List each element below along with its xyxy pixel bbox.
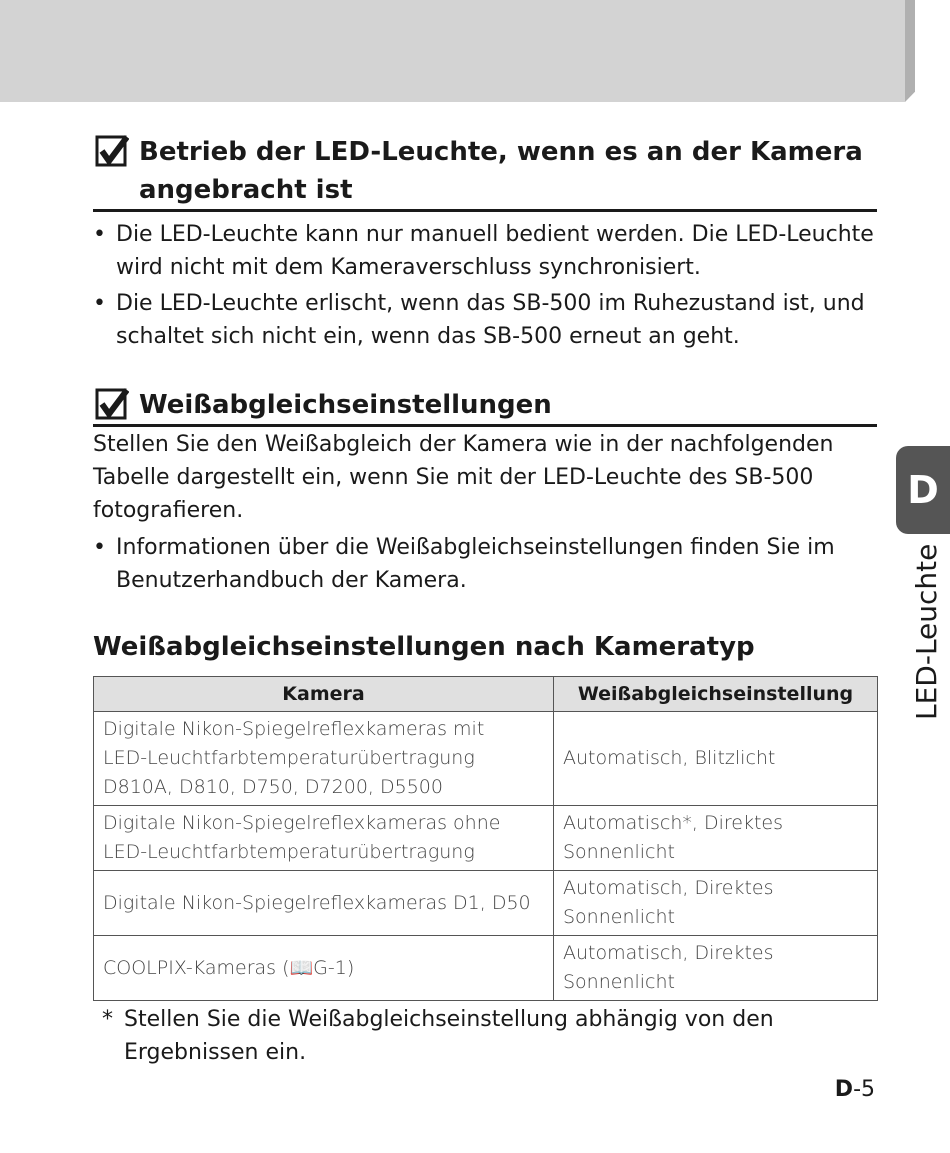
page-number-suffix: -5 [853,1077,875,1102]
cell-line: Digitale Nikon-Spiegelreflexkameras mit [103,718,485,740]
footnote-text: Stellen Sie die Weißabgleichseinstellung abhängig von den Ergebnissen ein. [124,1007,774,1065]
checkmark-box-icon [95,135,129,169]
cell-line: Automatisch, Direktes [563,877,774,899]
column-header-setting: Weißabgleichseinstellung [554,677,878,712]
intro-paragraph: Stellen Sie den Weißabgleich der Kamera wie in der nachfolgenden Tabelle dargestellt ein, wenn Sie mit der LED-Leuchte des SB-500 fotografieren. [93,432,834,523]
section-heading-white-balance [93,386,877,427]
page-number [835,1077,875,1102]
cell-line: LED-Leuchtfarbtemperaturübertragung [103,841,475,863]
heading-line-1: Betrieb der LED-Leuchte, wenn es an der Kamera [139,137,863,167]
cell-line: Sonnenlicht [563,841,675,863]
heading-line-2: angebracht ist [139,175,353,205]
cell-line: COOLPIX-Kameras (📖G-1) [103,956,355,979]
footnote-marker: * [102,1007,113,1032]
heading-text: Weißabgleichseinstellungen [139,390,552,420]
cell-line: Automatisch, Direktes [563,942,774,964]
checkmark-box-icon [95,388,129,422]
chapter-tab-letter: D [907,468,939,512]
cell-line: Automatisch*, Direktes [563,812,783,834]
table-row [94,712,878,806]
setting-cell [554,806,878,871]
table-footnote [102,1003,844,1069]
table-header-row [94,677,878,712]
cell-line: LED-Leuchtfarbtemperaturübertragung [103,747,475,769]
cell-line: Digitale Nikon-Spiegelreflexkameras D1, D50 [103,891,531,914]
white-balance-table [93,676,878,1001]
camera-cell [94,936,554,1001]
section-heading-led-operation [93,133,877,212]
header-band-edge [905,0,915,102]
cell-line: Sonnenlicht [563,971,675,993]
bullet-item: • Die LED-Leuchte erlischt, wenn das SB-500 im Ruhezustand ist, und schaltet sich nicht ein, wenn das SB-500 erneut an geht. [93,287,883,353]
column-header-camera: Kamera [94,677,554,712]
cell-line: Digitale Nikon-Spiegelreflexkameras ohne [103,812,501,834]
camera-cell [94,712,554,806]
header-band [0,0,905,102]
white-balance-intro [93,428,883,597]
bullet-item: • Informationen über die Weißabgleichseinstellungen finden Sie im Benutzerhandbuch der Kamera. [93,531,883,597]
camera-cell [94,806,554,871]
cell-line: D810A, D810, D750, D7200, D5500 [103,776,443,798]
cell-line: Sonnenlicht [563,906,675,928]
table-row [94,871,878,936]
table-row [94,936,878,1001]
chapter-tab [896,446,950,534]
table-row [94,806,878,871]
bullet-item: • Die LED-Leuchte kann nur manuell bedient werden. Die LED-Leuchte wird nicht mit dem Kameraverschluss synchronisiert. [93,218,883,284]
camera-cell [94,871,554,936]
cell-line: Automatisch, Blitzlicht [563,747,776,769]
chapter-side-label: LED-Leuchte [910,543,943,720]
setting-cell [554,712,878,806]
table-title: Weißabgleichseinstellungen nach Kameratyp [93,632,755,662]
bullet-list-led [93,218,883,353]
page-number-prefix: D [834,1077,854,1102]
setting-cell [554,871,878,936]
setting-cell [554,936,878,1001]
